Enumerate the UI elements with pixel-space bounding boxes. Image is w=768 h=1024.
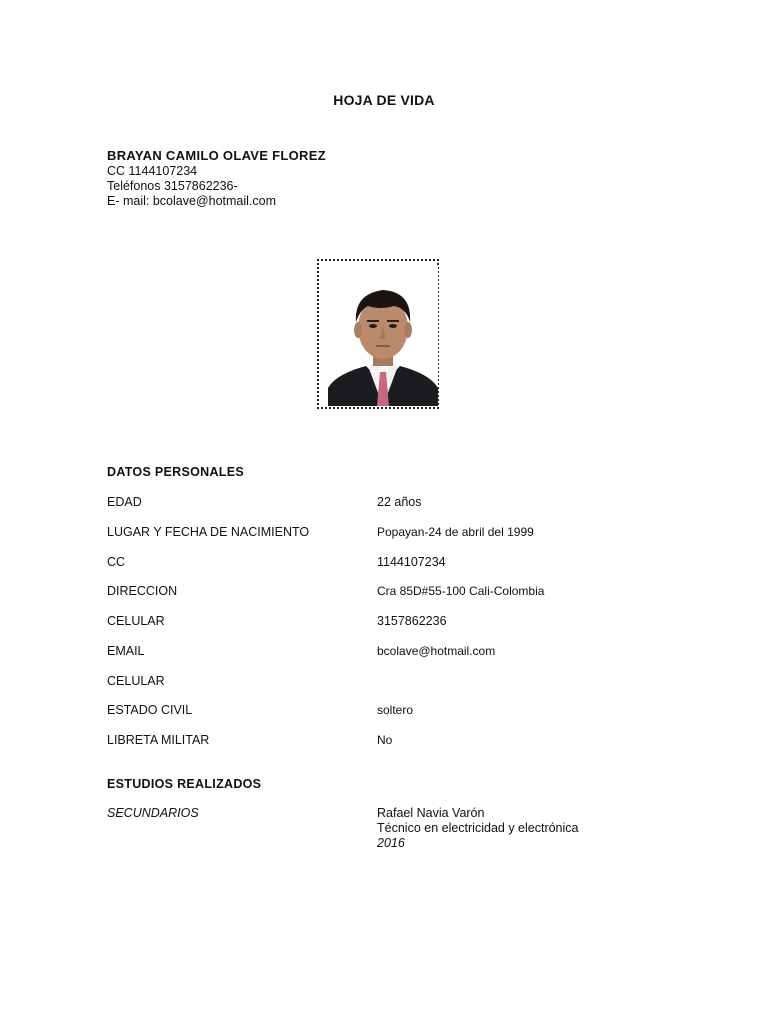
- study-year: 2016: [377, 836, 405, 850]
- studies-heading: ESTUDIOS REALIZADOS: [107, 777, 262, 791]
- personal-row-cell: [107, 614, 667, 630]
- row-label: DIRECCION: [107, 584, 178, 598]
- contact-block: [107, 148, 326, 209]
- personal-row-cc: [107, 555, 667, 571]
- personal-data-heading: DATOS PERSONALES: [107, 465, 244, 479]
- personal-row-birth: [107, 525, 667, 541]
- row-value: 1144107234: [377, 555, 446, 569]
- study-level: SECUNDARIOS: [107, 806, 199, 820]
- row-value: bcolave@hotmail.com: [377, 644, 496, 658]
- profile-photo-drawing: [328, 266, 438, 406]
- row-label: CC: [107, 555, 126, 569]
- personal-row-military: [107, 733, 667, 749]
- row-label: CELULAR: [107, 674, 165, 688]
- row-label: CELULAR: [107, 614, 165, 628]
- row-label: LUGAR Y FECHA DE NACIMIENTO: [107, 525, 310, 539]
- row-label: ESTADO CIVIL: [107, 703, 193, 717]
- email-line: E- mail: bcolave@hotmail.com: [107, 194, 276, 208]
- row-value: Cra 85D#55-100 Cali-Colombia: [377, 584, 545, 598]
- personal-row-address: [107, 584, 667, 600]
- person-name: BRAYAN CAMILO OLAVE FLOREZ: [107, 148, 326, 163]
- row-label: LIBRETA MILITAR: [107, 733, 210, 747]
- row-value: soltero: [377, 703, 414, 717]
- document-title: HOJA DE VIDA: [333, 92, 435, 108]
- row-value: Popayan-24 de abril del 1999: [377, 525, 534, 539]
- personal-row-age: [107, 495, 667, 511]
- photo-frame: [317, 259, 439, 409]
- row-value: 3157862236: [377, 614, 447, 628]
- row-value: 22 años: [377, 495, 422, 509]
- personal-row-civil-status: [107, 703, 667, 719]
- study-details: [377, 806, 579, 851]
- row-label: EDAD: [107, 495, 142, 509]
- personal-row-email: [107, 644, 667, 660]
- cc-line: CC 1144107234: [107, 164, 198, 178]
- row-label: EMAIL: [107, 644, 145, 658]
- personal-row-cell-2: [107, 674, 667, 690]
- profile-photo: [328, 266, 438, 406]
- phones-line: Teléfonos 3157862236-: [107, 179, 238, 193]
- study-degree: Técnico en electricidad y electrónica: [377, 821, 579, 835]
- row-value: No: [377, 733, 393, 747]
- study-school: Rafael Navia Varón: [377, 806, 485, 820]
